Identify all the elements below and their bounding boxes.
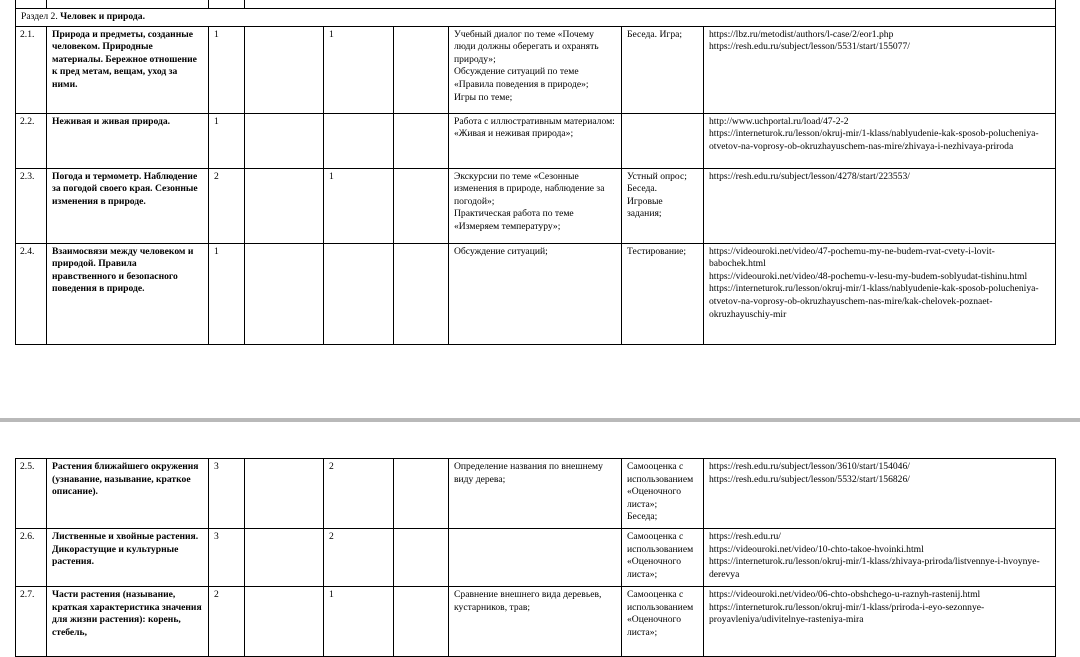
activity-line: Обсуждение ситуаций;: [454, 245, 548, 257]
row-practice-hours: [324, 243, 394, 344]
table-row: [16, 168, 1056, 243]
row-topic: Взаимосвязи между человеком и природой. Правила нравственного и безопасного поведения в природе.: [47, 243, 209, 344]
form-line: Самооценка с использованием «Оценочного листа»;: [627, 589, 694, 638]
row-topic: Неживая и живая природа.: [47, 113, 209, 168]
row-control-hours: [245, 26, 324, 113]
section-row: [16, 9, 1056, 27]
resource-link[interactable]: https://interneturok.ru/lesson/okruj-mir/1-klass/zhivaya-priroda/listvennye-i-hvoynye-derevya: [709, 556, 1040, 580]
form-line: Беседа;: [627, 511, 658, 523]
row-dates: [394, 587, 449, 657]
table-row: [16, 113, 1056, 168]
form-line: Устный опрос;: [627, 170, 687, 182]
activity-line: Работа с иллюстративным материалом: «Живая и неживая природа»;: [454, 115, 615, 140]
table-row: [16, 243, 1056, 344]
activity-line: Экскурсии по теме «Сезонные изменения в природе, наблюдение за погодой»;: [454, 170, 605, 207]
row-practice-hours: 1: [324, 587, 394, 657]
activity-line: Практическая работа по теме «Измеряем температуру»;: [454, 208, 574, 232]
row-dates: [394, 459, 449, 529]
resource-link[interactable]: https://interneturok.ru/lesson/okruj-mir/1-klass/nablyudenie-kak-sposob-polucheniya-otvetov-na-voprosy-ob-okruzhayuschem-nas-mire/kak-chelovek-poznaet-okruzhayuschiy-mir: [709, 283, 1039, 320]
row-activities: [449, 113, 622, 168]
row-number: 2.3.: [16, 168, 47, 243]
curriculum-table-page1: [15, 0, 1056, 345]
row-hours: 3: [209, 529, 245, 587]
resource-link[interactable]: https://videouroki.net/video/06-chto-obshchego-u-raznyh-rastenij.html: [709, 589, 981, 600]
row-forms: [622, 243, 704, 344]
row-topic: Природа и предметы, созданные человеком. Природные материалы. Бережное отношение к пред метам, вещам, уход за ними.: [47, 26, 209, 113]
resource-link[interactable]: https://interneturok.ru/lesson/okruj-mir/1-klass/nablyudenie-kak-sposob-polucheniya-otvetov-na-voprosy-ob-okruzhayuschem-nas-mire/zhivaya-i-nezhivaya-priroda: [709, 128, 1039, 152]
row-activities: [449, 587, 622, 657]
row-resources: [704, 243, 1056, 344]
resource-link[interactable]: https://resh.edu.ru/subject/lesson/4278/start/223553/: [709, 170, 910, 182]
row-resources: [704, 113, 1056, 168]
row-topic: Погода и термометр. Наблюдение за погодой своего края. Сезонные изменения в природе.: [47, 168, 209, 243]
row-topic: Лиственные и хвойные растения. Дикорастущие и культурные растения.: [47, 529, 209, 587]
row-hours: 1: [209, 243, 245, 344]
row-number: 2.1.: [16, 26, 47, 113]
form-line: Беседа. Игра;: [627, 28, 683, 40]
resource-link[interactable]: https://resh.edu.ru/subject/lesson/3610/start/154046/: [709, 461, 910, 472]
row-topic: Части растения (называние, краткая характеристика значения для жизни растения): корень, стебель,: [47, 587, 209, 657]
row-forms: [622, 529, 704, 587]
resource-link[interactable]: https://resh.edu.ru/: [709, 531, 781, 542]
row-number: 2.5.: [16, 459, 47, 529]
row-forms: [622, 587, 704, 657]
row-forms: [622, 113, 704, 168]
row-practice-hours: 2: [324, 459, 394, 529]
form-line: Тестирование;: [627, 245, 687, 257]
table-row: [16, 26, 1056, 113]
row-activities: [449, 243, 622, 344]
row-number: 2.7.: [16, 587, 47, 657]
row-hours: 1: [209, 26, 245, 113]
row-dates: [394, 529, 449, 587]
form-line: Беседа.: [627, 183, 658, 195]
resource-link[interactable]: http://www.uchportal.ru/load/47-2-2: [709, 115, 849, 127]
resource-link[interactable]: https://resh.edu.ru/subject/lesson/5532/start/156826/: [709, 473, 910, 485]
row-hours: 2: [209, 587, 245, 657]
row-practice-hours: 1: [324, 168, 394, 243]
row-resources: [704, 459, 1056, 529]
row-activities: [449, 529, 622, 587]
row-practice-hours: 1: [324, 26, 394, 113]
row-dates: [394, 26, 449, 113]
form-line: Самооценка с использованием «Оценочного листа»;: [627, 461, 694, 510]
row-resources: [704, 587, 1056, 657]
row-number: 2.6.: [16, 529, 47, 587]
section-prefix: Раздел 2.: [21, 11, 58, 22]
section-title: Человек и природа.: [60, 11, 145, 22]
row-hours: 2: [209, 168, 245, 243]
row-topic: Растения ближайшего окружения (узнавание, называние, краткое описание).: [47, 459, 209, 529]
table-header-remnant: [16, 0, 1056, 9]
row-practice-hours: [324, 113, 394, 168]
table-row: [16, 587, 1056, 657]
resource-link[interactable]: https://videouroki.net/video/47-pochemu-my-ne-budem-rvat-cvety-i-lovit-babochek.html: [709, 245, 995, 270]
activity-line: Обсуждение ситуаций по теме «Правила поведения в природе»;: [454, 66, 589, 90]
row-activities: [449, 26, 622, 113]
table-row: [16, 459, 1056, 529]
resource-link[interactable]: https://videouroki.net/video/48-pochemu-v-lesu-my-budem-soblyudat-tishinu.html: [709, 270, 1028, 282]
form-line: Самооценка с использованием «Оценочного листа»;: [627, 531, 694, 580]
row-control-hours: [245, 113, 324, 168]
row-hours: 1: [209, 113, 245, 168]
row-number: 2.2.: [16, 113, 47, 168]
row-resources: [704, 529, 1056, 587]
resource-link[interactable]: https://lbz.ru/metodist/authors/l-case/2/eor1.php: [709, 28, 894, 40]
row-control-hours: [245, 529, 324, 587]
row-forms: [622, 26, 704, 113]
row-dates: [394, 168, 449, 243]
curriculum-table-page2: [15, 458, 1056, 657]
resource-link[interactable]: https://resh.edu.ru/subject/lesson/5531/start/155077/: [709, 41, 910, 53]
page-bottom: [0, 422, 1080, 651]
row-number: 2.4.: [16, 243, 47, 344]
row-resources: [704, 168, 1056, 243]
section-heading: [16, 9, 1056, 27]
row-control-hours: [245, 587, 324, 657]
row-hours: 3: [209, 459, 245, 529]
row-practice-hours: 2: [324, 529, 394, 587]
form-line: Игровые задания;: [627, 195, 663, 220]
activity-line: Учебный диалог по теме «Почему люди должны оберегать и охранять природу»;: [454, 28, 599, 65]
row-resources: [704, 26, 1056, 113]
row-control-hours: [245, 459, 324, 529]
activity-line: Определение названия по внешнему виду дерева;: [454, 461, 603, 485]
activity-line: Сравнение внешнего вида деревьев, кустарников, трав;: [454, 589, 602, 613]
resource-link[interactable]: https://videouroki.net/video/10-chto-takoe-hvoinki.html: [709, 543, 924, 555]
row-activities: [449, 168, 622, 243]
row-dates: [394, 243, 449, 344]
row-dates: [394, 113, 449, 168]
table-row: [16, 529, 1056, 587]
row-forms: [622, 168, 704, 243]
row-activities: [449, 459, 622, 529]
activity-line: Игры по теме;: [454, 91, 513, 103]
row-control-hours: [245, 168, 324, 243]
resource-link[interactable]: https://interneturok.ru/lesson/okruj-mir/1-klass/priroda-i-eyo-sezonnye-proyavleniya/udivitelnye-rasteniya-mira: [709, 601, 985, 626]
row-control-hours: [245, 243, 324, 344]
row-forms: [622, 459, 704, 529]
